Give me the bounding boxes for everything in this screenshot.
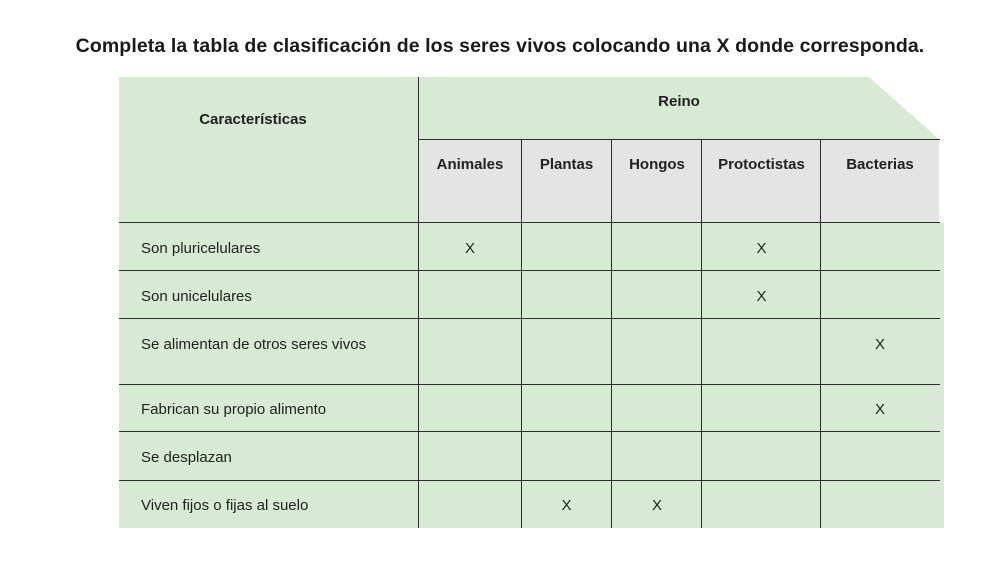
row-label-fijos: Viven fijos o fijas al suelo [141,497,309,514]
cell-mark[interactable]: X [651,497,662,514]
cell-mark[interactable]: X [874,401,885,418]
kingdom-bacterias: Bacterias [846,156,914,173]
grid-line-row [119,480,940,481]
grid-line-row [119,384,940,385]
grid-line-row [119,318,940,319]
grid-line-column [701,140,702,528]
row-label-unicelulares: Son unicelulares [141,288,252,305]
cell-mark[interactable]: X [464,240,475,257]
cell-mark[interactable]: X [874,336,885,353]
kingdom-header: Reino [658,93,700,110]
grid-line-row [119,222,940,223]
row-label-alimentan: Se alimentan de otros seres vivos [141,336,367,353]
grid-line-row [119,270,940,271]
grid-body-bg [419,223,944,528]
instruction-title: Completa la tabla de clasificación de los seres vivos colocando una X donde corresponda. [75,35,925,57]
row-label-desplazan: Se desplazan [141,449,232,466]
grid-line-column [611,140,612,528]
kingdom-plantas: Plantas [539,156,594,173]
grid-line-row [119,431,940,432]
characteristics-header: Características [199,111,307,128]
row-label-fabrican: Fabrican su propio alimento [141,401,327,418]
grid-line-column [820,140,821,528]
cell-mark[interactable]: X [756,240,767,257]
kingdom-animales: Animales [436,156,504,173]
cell-mark[interactable]: X [756,288,767,305]
cell-mark[interactable]: X [561,497,572,514]
kingdom-hongos: Hongos [629,156,685,173]
kingdom-names-bg [419,140,939,223]
grid-line-column [521,140,522,528]
grid-line-column [418,77,419,528]
kingdom-protoctistas: Protoctistas [718,156,805,173]
grid-line-header-divider [419,139,940,140]
row-label-pluricelulares: Son pluricelulares [141,240,261,257]
